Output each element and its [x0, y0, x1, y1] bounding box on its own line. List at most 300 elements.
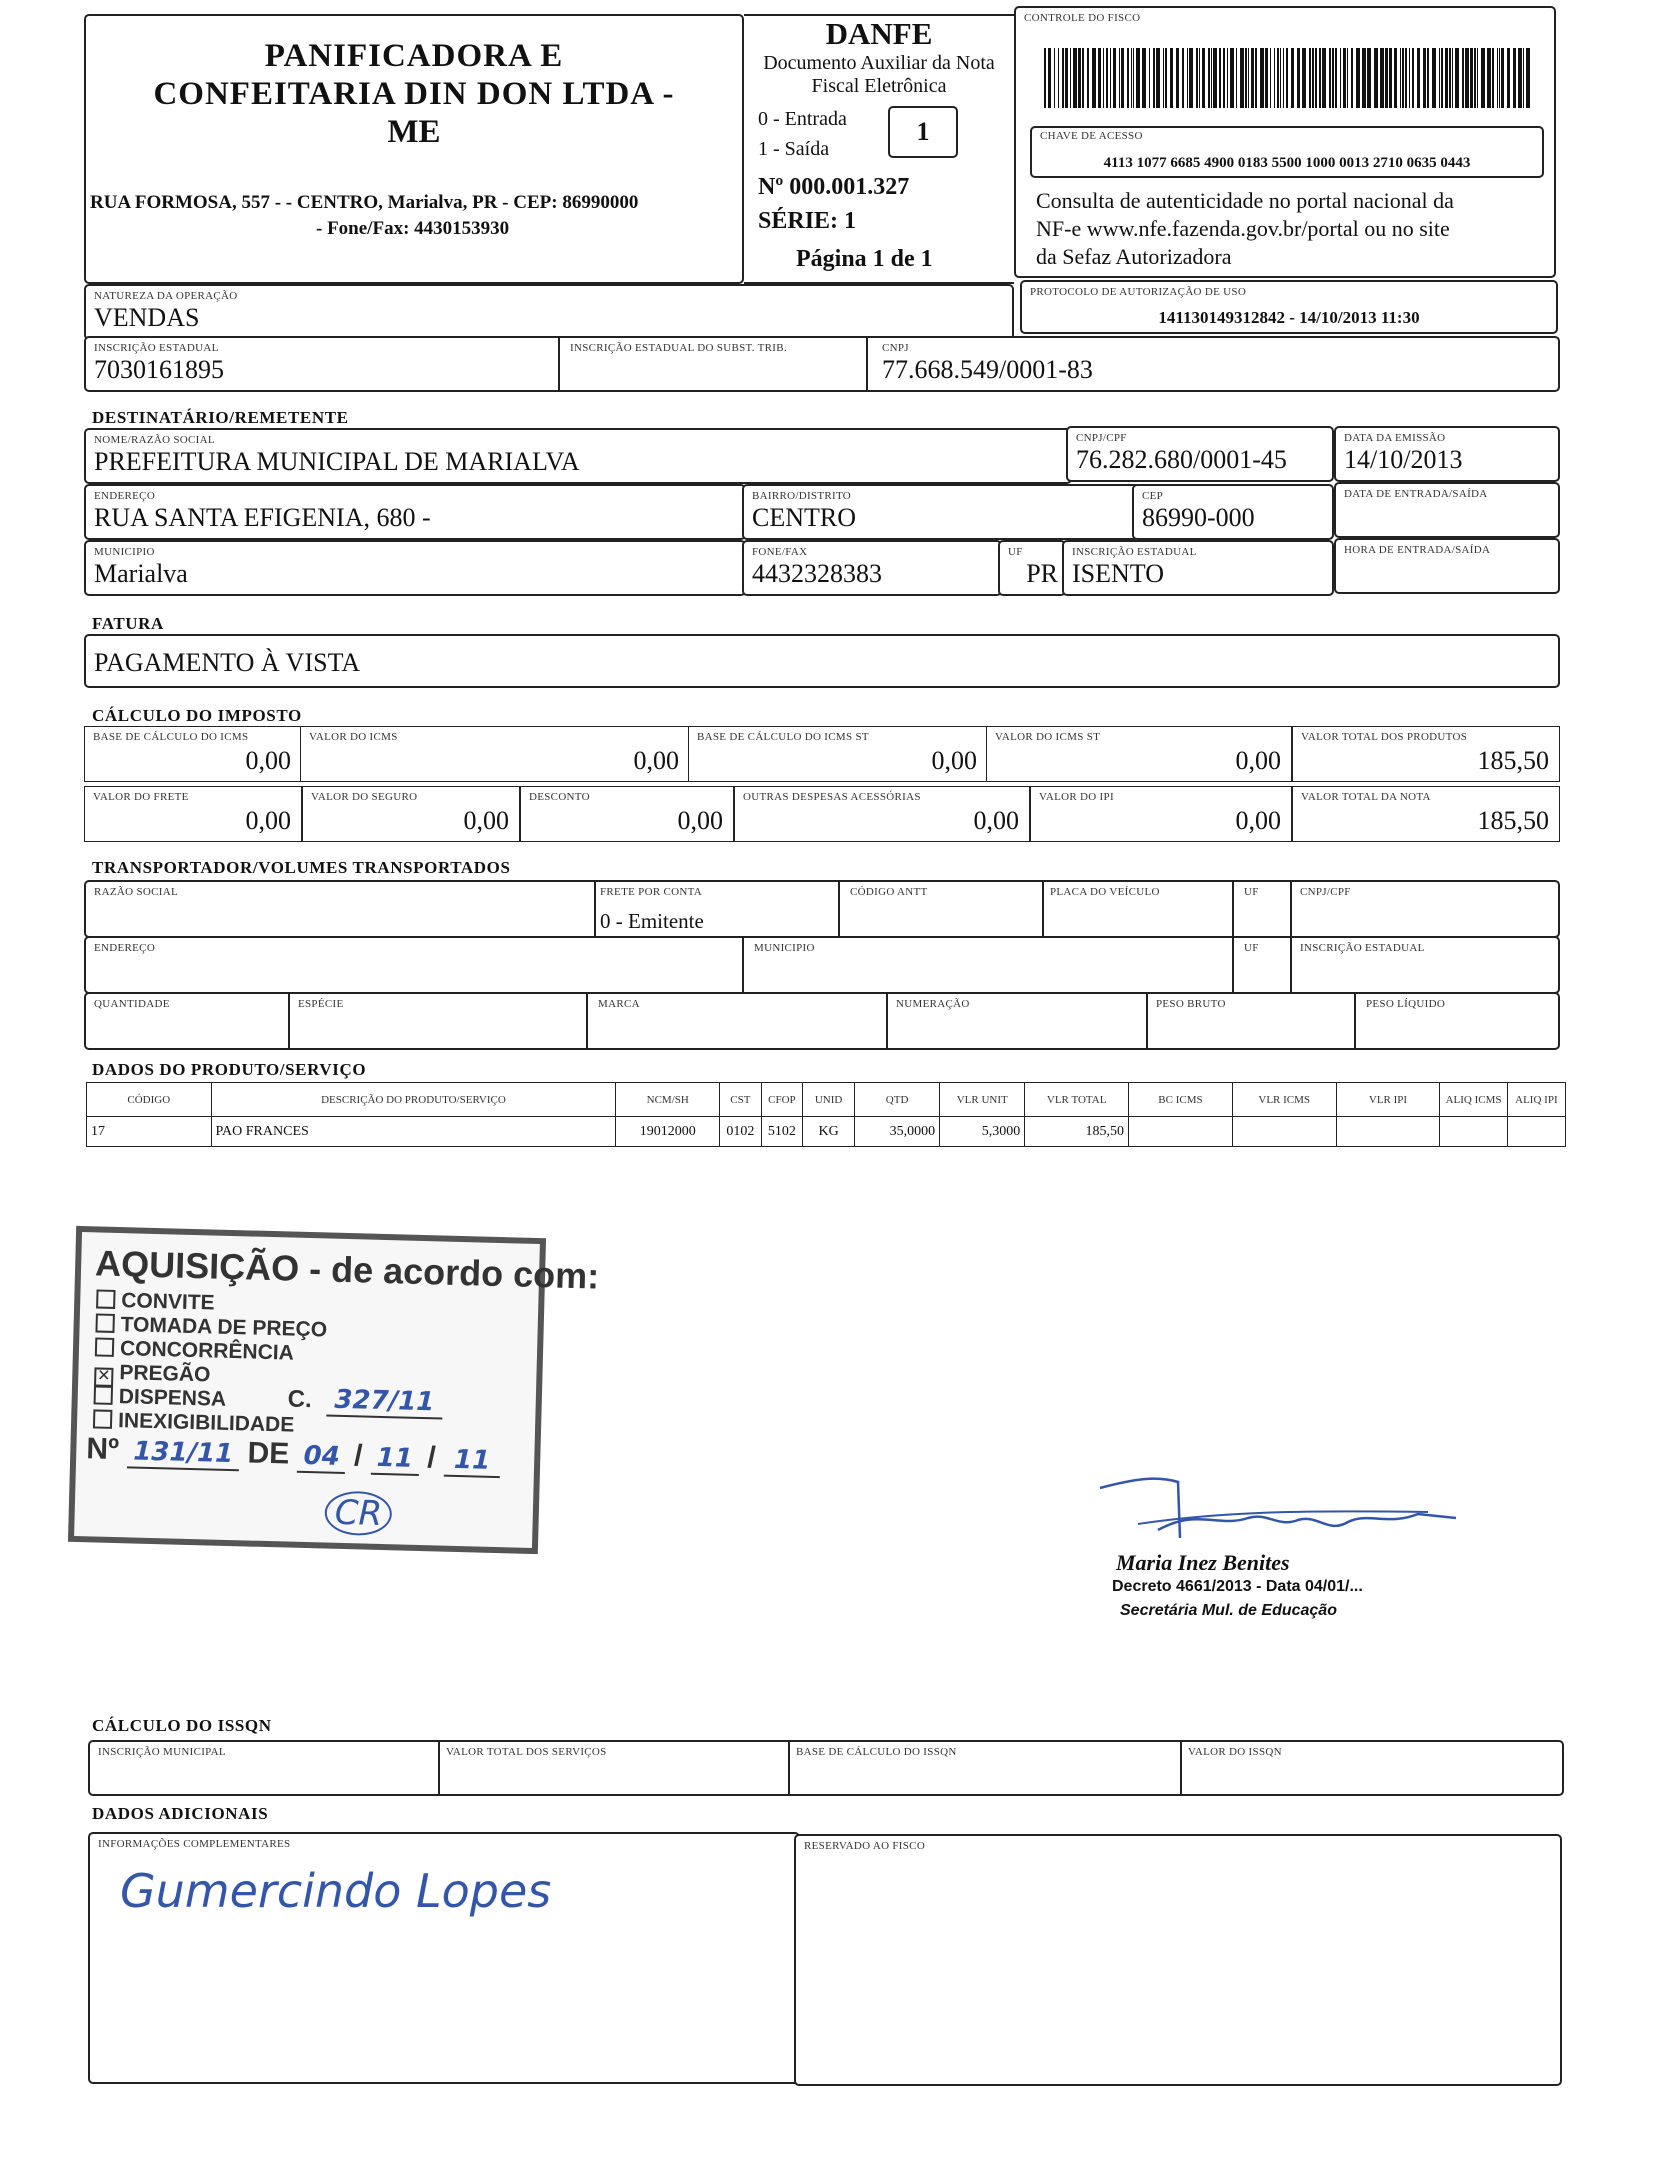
transp-div-10 — [586, 994, 588, 1048]
imposto-value: 0,00 — [245, 746, 291, 775]
imposto-section: CÁLCULO DO IMPOSTO — [92, 706, 302, 725]
barcode-bar — [1182, 48, 1184, 108]
barcode-bar — [1136, 48, 1140, 108]
barcode-bar — [1219, 48, 1221, 108]
dest-nome-value: PREFEITURA MUNICIPAL DE MARIALVA — [94, 447, 580, 476]
barcode-bar — [1073, 48, 1077, 108]
barcode-bar — [1121, 48, 1124, 108]
imposto-cell — [84, 786, 302, 842]
transportador-section: TRANSPORTADOR/VOLUMES TRANSPORTADOS — [92, 858, 511, 877]
imposto-cell — [734, 786, 1030, 842]
barcode-bar — [1477, 48, 1478, 108]
barcode-bar — [1492, 48, 1494, 108]
barcode-bar — [1170, 48, 1173, 108]
transp-placa-label: PLACA DO VEÍCULO — [1050, 886, 1160, 898]
transp-div-7 — [1232, 938, 1234, 992]
dest-cnpj-label: CNPJ/CPF — [1076, 432, 1127, 444]
imposto-value: 185,50 — [1477, 746, 1549, 775]
barcode-bar — [1048, 48, 1051, 108]
barcode-bar — [1199, 48, 1200, 108]
dest-bairro-box — [742, 484, 1140, 540]
barcode-bar — [1291, 48, 1294, 108]
stamp-date-y: 11 — [444, 1445, 501, 1478]
dest-cep-box — [1132, 484, 1334, 540]
natureza-label: NATUREZA DA OPERAÇÃO — [94, 290, 238, 302]
ie-label: INSCRIÇÃO ESTADUAL — [94, 342, 219, 354]
imposto-value: 0,00 — [245, 806, 291, 835]
barcode-bar — [1265, 48, 1268, 108]
stamp-n-label: Nº — [85, 1432, 120, 1467]
dest-cep-label: CEP — [1142, 490, 1164, 502]
imposto-label: VALOR DO FRETE — [93, 791, 189, 803]
consulta-3: da Sefaz Autorizadora — [1036, 244, 1232, 269]
danfe-title: DANFE — [825, 16, 933, 51]
issqn-divider — [438, 1742, 440, 1794]
barcode-bar — [1176, 48, 1179, 108]
stamp-option-label: CONVITE — [120, 1289, 215, 1315]
transp-uf2-label: UF — [1244, 942, 1259, 954]
dest-uf-value: PR — [1026, 559, 1058, 588]
table-cell: 19012000 — [616, 1117, 720, 1147]
checkbox-icon — [96, 1289, 115, 1308]
barcode-bar — [1374, 48, 1378, 108]
barcode-bar — [1432, 48, 1436, 108]
imposto-value: 0,00 — [463, 806, 509, 835]
transp-marca-label: MARCA — [598, 998, 640, 1010]
dest-bairro-value: CENTRO — [752, 503, 856, 532]
stamp-date-m: 11 — [370, 1443, 419, 1476]
barcode-bar — [1251, 48, 1254, 108]
info-complementares-box — [88, 1832, 800, 2084]
barcode-bar — [1070, 48, 1071, 108]
transp-peso-bruto-label: PESO BRUTO — [1156, 998, 1226, 1010]
produtos-section: DADOS DO PRODUTO/SERVIÇO — [92, 1060, 367, 1079]
barcode-bar — [1400, 48, 1401, 108]
barcode-bar — [1092, 48, 1096, 108]
emitente-name-2: CONFEITARIA DIN DON LTDA - — [153, 76, 675, 112]
table-cell: PAO FRANCES — [211, 1117, 616, 1147]
barcode-bar — [1518, 48, 1522, 108]
signer-cargo: Secretária Mul. de Educação — [1120, 1602, 1337, 1619]
barcode-bar — [1497, 48, 1498, 108]
barcode-bar — [1385, 48, 1388, 108]
imposto-cell — [986, 726, 1292, 782]
produtos-header-cell: ALIQ IPI — [1507, 1083, 1565, 1117]
stamp-option-label: PREGÃO — [119, 1361, 211, 1387]
transp-frete-value: 0 - Emitente — [600, 909, 704, 933]
barcode-bar — [1110, 48, 1111, 108]
emitente-box — [84, 14, 744, 284]
transp-antt-label: CÓDIGO ANTT — [850, 886, 928, 898]
barcode-bar — [1523, 48, 1524, 108]
barcode-bar — [1213, 48, 1217, 108]
dest-endereco-value: RUA SANTA EFIGENIA, 680 - — [94, 503, 431, 532]
protocolo-box — [1020, 280, 1558, 334]
chave-acesso-box — [1030, 126, 1544, 178]
table-cell — [1440, 1117, 1507, 1147]
stamp-n-row — [86, 1432, 501, 1477]
table-cell — [1336, 1117, 1440, 1147]
dest-entrada-saida-box — [1334, 482, 1560, 538]
barcode-bar — [1087, 48, 1089, 108]
barcode-bar — [1196, 48, 1198, 108]
fatura-box — [84, 634, 1560, 688]
barcode-bar — [1208, 48, 1210, 108]
dest-cep-value: 86990-000 — [1142, 503, 1255, 532]
cnpj-label: CNPJ — [882, 342, 909, 354]
barcode-bar — [1054, 48, 1055, 108]
barcode-bar — [1163, 48, 1164, 108]
stamp-option — [96, 1288, 215, 1315]
transp-div-6 — [742, 938, 744, 992]
danfe-subtitle-2: Fiscal Eletrônica — [811, 75, 947, 97]
barcode-bar — [1402, 48, 1404, 108]
barcode-bar — [1481, 48, 1485, 108]
produtos-header-cell: CFOP — [761, 1083, 803, 1117]
barcode-bar — [1065, 48, 1068, 108]
table-cell: 5,3000 — [940, 1117, 1025, 1147]
stamp-n-value: 131/11 — [127, 1436, 240, 1471]
imposto-cell — [1030, 786, 1292, 842]
produtos-header-cell: ALIQ ICMS — [1440, 1083, 1507, 1117]
issqn-label: INSCRIÇÃO MUNICIPAL — [98, 1746, 226, 1758]
danfe-tipo: 1 — [888, 106, 958, 158]
barcode-bar — [1113, 48, 1116, 108]
stamp-slash-2: / — [426, 1441, 437, 1475]
dest-bairro-label: BAIRRO/DISTRITO — [752, 490, 852, 502]
transp-div-3 — [1042, 882, 1044, 936]
dest-municipio-value: Marialva — [94, 559, 188, 588]
signer-name: Maria Inez Benites — [1116, 1550, 1290, 1575]
stamp-option-label: INEXIGIBILIDADE — [117, 1409, 295, 1437]
barcode-bar — [1230, 48, 1234, 108]
barcode-bar — [1156, 48, 1160, 108]
imposto-value: 0,00 — [1235, 806, 1281, 835]
stamp-slash-1: / — [353, 1439, 363, 1473]
info-complementares-label: INFORMAÇÕES COMPLEMENTARES — [98, 1838, 291, 1850]
produtos-header-cell: QTD — [855, 1083, 940, 1117]
imposto-cell — [1292, 726, 1560, 782]
produtos-header-cell: CÓDIGO — [87, 1083, 212, 1117]
barcode-bar — [1465, 48, 1469, 108]
imposto-value: 0,00 — [931, 746, 977, 775]
barcode-bar — [1044, 48, 1046, 108]
barcode-bar — [1058, 48, 1059, 108]
issqn-label: BASE DE CÁLCULO DO ISSQN — [796, 1746, 957, 1758]
table-cell: 5102 — [761, 1117, 803, 1147]
signer-decreto: Decreto 4661/2013 - Data 04/01/... — [1112, 1578, 1363, 1595]
produtos-header-cell: VLR UNIT — [940, 1083, 1025, 1117]
table-cell — [1232, 1117, 1336, 1147]
imposto-label: VALOR DO SEGURO — [311, 791, 418, 803]
emitente-name-3: ME — [387, 114, 441, 150]
table-cell: 0102 — [720, 1117, 762, 1147]
barcode-bar — [1127, 48, 1129, 108]
barcode-bar — [1286, 48, 1288, 108]
transp-div-4 — [1232, 882, 1234, 936]
imposto-value: 0,00 — [633, 746, 679, 775]
checkbox-icon — [94, 1385, 113, 1404]
imposto-cell — [300, 726, 690, 782]
barcode-bar — [1412, 48, 1414, 108]
controle-fisco-label: CONTROLE DO FISCO — [1024, 12, 1141, 24]
dest-municipio-box — [84, 540, 746, 596]
imposto-label: VALOR DO IPI — [1039, 791, 1114, 803]
barcode-bar — [1423, 48, 1426, 108]
barcode-bar — [1082, 48, 1084, 108]
barcode-bar — [1133, 48, 1134, 108]
fatura-text: PAGAMENTO À VISTA — [94, 648, 361, 677]
transp-div-5 — [1290, 882, 1292, 936]
barcode-bar — [1211, 48, 1212, 108]
fatura-section: FATURA — [92, 614, 164, 633]
barcode-bar — [1240, 48, 1244, 108]
barcode-bar — [1340, 48, 1341, 108]
imposto-label: BASE DE CÁLCULO DO ICMS — [93, 731, 249, 743]
barcode-bar — [1236, 48, 1237, 108]
transp-row-2 — [84, 936, 1560, 994]
barcode-bar — [1462, 48, 1464, 108]
dest-uf-label: UF — [1008, 546, 1023, 558]
ie-value: 7030161895 — [94, 355, 224, 384]
produtos-header-cell: VLR ICMS — [1232, 1083, 1336, 1117]
barcode-bar — [1280, 48, 1281, 108]
barcode — [1044, 48, 1528, 108]
inscricoes-box — [84, 336, 1560, 392]
transp-div-9 — [288, 994, 290, 1048]
stamp-title: AQUISIÇÃO - de acordo com: — [94, 1242, 600, 1297]
transp-ie-label: INSCRIÇÃO ESTADUAL — [1300, 942, 1425, 954]
imposto-label: VALOR TOTAL DOS PRODUTOS — [1301, 731, 1468, 743]
cnpj-value: 77.668.549/0001-83 — [882, 355, 1093, 384]
barcode-bar — [1131, 48, 1132, 108]
barcode-bar — [1513, 48, 1516, 108]
barcode-bar — [1119, 48, 1120, 108]
barcode-bar — [1245, 48, 1247, 108]
transp-frete-label: FRETE POR CONTA — [600, 886, 703, 898]
dest-emissao-box — [1334, 426, 1560, 482]
transp-peso-liquido-label: PESO LÍQUIDO — [1366, 998, 1446, 1010]
barcode-bar — [1427, 48, 1429, 108]
stamp-option — [93, 1384, 226, 1411]
table-cell: 35,0000 — [855, 1117, 940, 1147]
barcode-bar — [1439, 48, 1440, 108]
destinatario-section: DESTINATÁRIO/REMETENTE — [92, 408, 349, 427]
protocolo-label: PROTOCOLO DE AUTORIZAÇÃO DE USO — [1030, 286, 1247, 298]
produtos-header-cell: UNID — [803, 1083, 855, 1117]
imposto-label: BASE DE CÁLCULO DO ICMS ST — [697, 731, 869, 743]
barcode-bar — [1501, 48, 1504, 108]
dest-emissao-value: 14/10/2013 — [1344, 445, 1463, 474]
imposto-value: 0,00 — [1235, 746, 1281, 775]
barcode-bar — [1332, 48, 1334, 108]
dest-ie-box — [1062, 540, 1334, 596]
barcode-bar — [1189, 48, 1193, 108]
stamp-c-value: 327/11 — [326, 1385, 443, 1420]
barcode-bar — [1274, 48, 1275, 108]
barcode-bar — [1153, 48, 1155, 108]
consulta-1: Consulta de autenticidade no portal nacional da — [1036, 188, 1454, 213]
dest-nome-box — [84, 428, 1072, 484]
issqn-section: CÁLCULO DO ISSQN — [92, 1716, 272, 1735]
dest-uf-box — [998, 540, 1066, 596]
barcode-bar — [1452, 48, 1453, 108]
table-cell — [1507, 1117, 1565, 1147]
transp-row-3 — [84, 992, 1560, 1050]
stamp-initials: CR — [324, 1491, 393, 1537]
danfe-pagina: Página 1 de 1 — [796, 246, 933, 272]
barcode-bar — [1487, 48, 1491, 108]
stamp-de-label: DE — [247, 1436, 290, 1471]
issqn-divider — [788, 1742, 790, 1794]
barcode-bar — [1362, 48, 1366, 108]
emitente-name-1: PANIFICADORA E — [264, 38, 564, 74]
barcode-bar — [1351, 48, 1353, 108]
table-cell — [1129, 1117, 1233, 1147]
dest-hora-label: HORA DE ENTRADA/SAÍDA — [1344, 544, 1491, 556]
checkbox-icon — [95, 1313, 114, 1332]
barcode-bar — [1227, 48, 1228, 108]
barcode-bar — [1260, 48, 1264, 108]
barcode-bar — [1394, 48, 1397, 108]
barcode-bar — [1455, 48, 1459, 108]
issqn-label: VALOR DO ISSQN — [1188, 1746, 1282, 1758]
transp-div-12 — [1146, 994, 1148, 1048]
chave-acesso: 4113 1077 6685 4900 0183 5500 1000 0013 2710 0635 0443 — [1103, 155, 1471, 171]
stamp-option-label: DISPENSA — [118, 1385, 227, 1411]
imposto-value: 185,50 — [1477, 806, 1549, 835]
barcode-bar — [1062, 48, 1064, 108]
imposto-cell — [520, 786, 734, 842]
transp-numeracao-label: NUMERAÇÃO — [896, 998, 970, 1010]
barcode-bar — [1319, 48, 1321, 108]
issqn-label: VALOR TOTAL DOS SERVIÇOS — [446, 1746, 607, 1758]
transp-municipio-label: MUNICIPIO — [754, 942, 815, 954]
barcode-bar — [1526, 48, 1530, 108]
transp-cnpj-label: CNPJ/CPF — [1300, 886, 1351, 898]
imposto-label: DESCONTO — [529, 791, 590, 803]
protocolo-value: 141130149312842 - 14/10/2013 11:30 — [1158, 308, 1420, 327]
signature-scribble — [1098, 1468, 1458, 1548]
transp-razao-label: RAZÃO SOCIAL — [94, 886, 178, 898]
barcode-bar — [1098, 48, 1101, 108]
barcode-bar — [1367, 48, 1371, 108]
barcode-bar — [1335, 48, 1337, 108]
barcode-bar — [1441, 48, 1443, 108]
dest-fone-box — [742, 540, 1002, 596]
natureza-value: VENDAS — [94, 303, 200, 332]
reservado-fisco-box — [794, 1834, 1562, 2086]
barcode-bar — [1409, 48, 1410, 108]
barcode-bar — [1315, 48, 1317, 108]
signature — [1098, 1468, 1458, 1628]
barcode-bar — [1343, 48, 1346, 108]
barcode-bar — [1449, 48, 1451, 108]
barcode-bar — [1405, 48, 1407, 108]
transp-div-1 — [594, 882, 596, 936]
transp-div-8 — [1290, 938, 1292, 992]
danfe-box — [744, 14, 1014, 284]
barcode-bar — [1202, 48, 1205, 108]
barcode-bar — [1165, 48, 1167, 108]
stamp-option-label: TOMADA DE PREÇO — [120, 1313, 328, 1342]
imposto-label: VALOR DO ICMS — [309, 731, 398, 743]
barcode-bar — [1312, 48, 1314, 108]
imposto-value: 0,00 — [677, 806, 723, 835]
barcode-bar — [1248, 48, 1249, 108]
cnpj-divider — [866, 338, 868, 390]
barcode-bar — [1255, 48, 1257, 108]
barcode-bar — [1329, 48, 1331, 108]
barcode-bar — [1347, 48, 1348, 108]
checkbox-icon — [95, 1337, 114, 1356]
barcode-bar — [1270, 48, 1271, 108]
transp-row-1 — [84, 880, 1560, 938]
issqn-divider — [1180, 1742, 1182, 1794]
danfe-saida: 1 - Saída — [758, 138, 830, 160]
transp-div-11 — [886, 994, 888, 1048]
dest-ie-label: INSCRIÇÃO ESTADUAL — [1072, 546, 1197, 558]
handwritten-name: Gumercindo Lopes — [120, 1864, 552, 1918]
dest-hora-box — [1334, 538, 1560, 594]
produtos-header-row — [87, 1083, 1566, 1117]
barcode-bar — [1470, 48, 1473, 108]
table-cell: 17 — [87, 1117, 212, 1147]
imposto-label: VALOR DO ICMS ST — [995, 731, 1101, 743]
barcode-bar — [1302, 48, 1306, 108]
transp-div-2 — [838, 882, 840, 936]
barcode-bar — [1149, 48, 1150, 108]
table-cell: 185,50 — [1025, 1117, 1129, 1147]
dest-fone-label: FONE/FAX — [752, 546, 808, 558]
barcode-bar — [1297, 48, 1300, 108]
dest-cnpj-value: 76.282.680/0001-45 — [1076, 445, 1287, 474]
checkbox-icon: ✕ — [94, 1367, 113, 1386]
produtos-header-cell: BC ICMS — [1129, 1083, 1233, 1117]
barcode-bar — [1389, 48, 1392, 108]
danfe-subtitle-1: Documento Auxiliar da Nota — [763, 52, 995, 74]
transp-quantidade-label: QUANTIDADE — [94, 998, 170, 1010]
transp-uf-label: UF — [1244, 886, 1259, 898]
produtos-header-cell: DESCRIÇÃO DO PRODUTO/SERVIÇO — [211, 1083, 616, 1117]
ie-divider — [558, 338, 560, 390]
produtos-header-cell: NCM/SH — [616, 1083, 720, 1117]
barcode-bar — [1380, 48, 1384, 108]
reservado-fisco-label: RESERVADO AO FISCO — [804, 1840, 926, 1852]
stamp-date-d: 04 — [297, 1441, 346, 1474]
stamp-c-label: C. — [287, 1385, 313, 1414]
barcode-bar — [1309, 48, 1311, 108]
dest-emissao-label: DATA DA EMISSÃO — [1344, 432, 1446, 444]
barcode-bar — [1445, 48, 1448, 108]
barcode-bar — [1106, 48, 1108, 108]
barcode-bar — [1356, 48, 1360, 108]
barcode-bar — [1078, 48, 1081, 108]
barcode-bar — [1187, 48, 1188, 108]
barcode-bar — [1223, 48, 1225, 108]
imposto-label: VALOR TOTAL DA NOTA — [1301, 791, 1431, 803]
chave-acesso-label: CHAVE DE ACESSO — [1040, 130, 1143, 142]
produtos-header-cell: VLR TOTAL — [1025, 1083, 1129, 1117]
aquisicao-stamp — [68, 1226, 600, 1554]
danfe-entrada: 0 - Entrada — [758, 108, 847, 130]
barcode-bar — [1277, 48, 1279, 108]
dest-fone-value: 4432328383 — [752, 559, 882, 588]
emitente-phone: - Fone/Fax: 4430153930 — [316, 218, 510, 239]
imposto-cell — [302, 786, 520, 842]
dest-ie-value: ISENTO — [1072, 559, 1164, 588]
produtos-header-cell: VLR IPI — [1336, 1083, 1440, 1117]
